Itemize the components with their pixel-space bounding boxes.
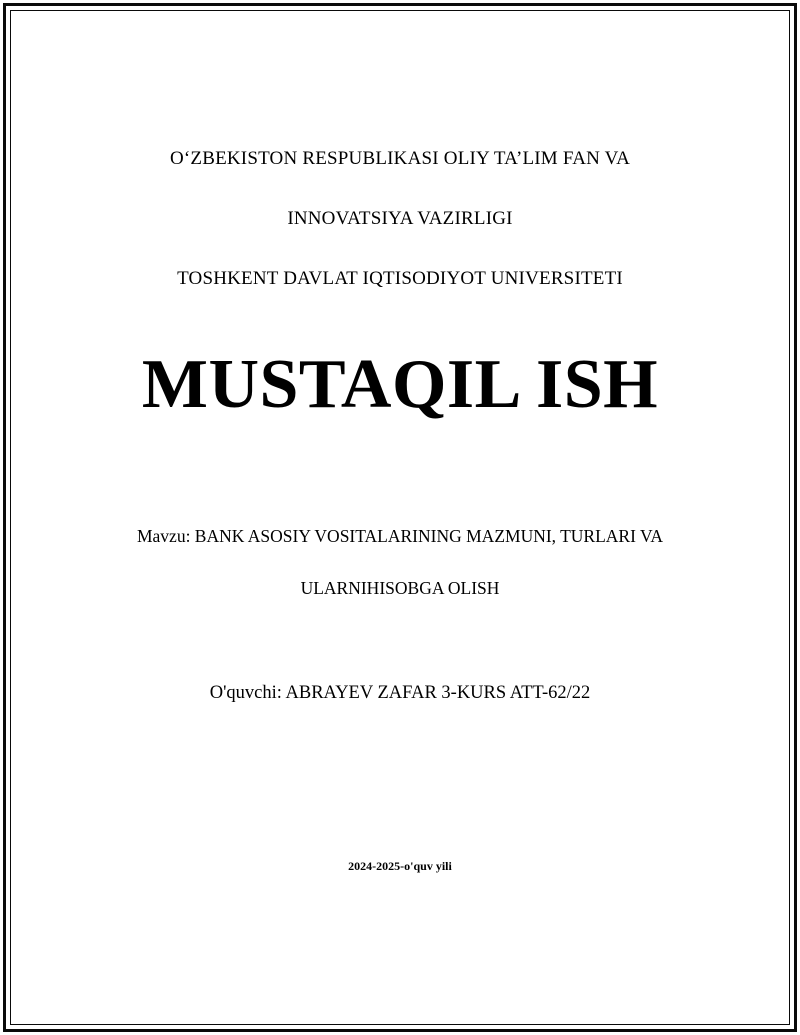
academic-year: 2024-2025-o'quv yili bbox=[348, 859, 452, 873]
university-name: TOSHKENT DAVLAT IQTISODIYOT UNIVERSITETI bbox=[177, 268, 623, 289]
topic-line-2: ULARNIHISOBGA OLISH bbox=[300, 578, 500, 598]
topic-line-1: Mavzu: BANK ASOSIY VOSITALARINING MAZMUNI, TURLARI VA bbox=[136, 526, 664, 546]
ministry-name-line-1: OʻZBEKISTON RESPUBLIKASI OLIY TA’LIM FAN VA bbox=[169, 148, 631, 169]
ministry-name-line-2: INNOVATSIYA VAZIRLIGI bbox=[287, 208, 513, 229]
ministry-header bbox=[40, 114, 760, 324]
topic-block bbox=[40, 497, 760, 627]
student-info: O'quvchi: ABRAYEV ZAFAR 3-KURS ATT-62/22 bbox=[209, 683, 591, 703]
document-title: MUSTAQIL ISH bbox=[141, 346, 659, 423]
